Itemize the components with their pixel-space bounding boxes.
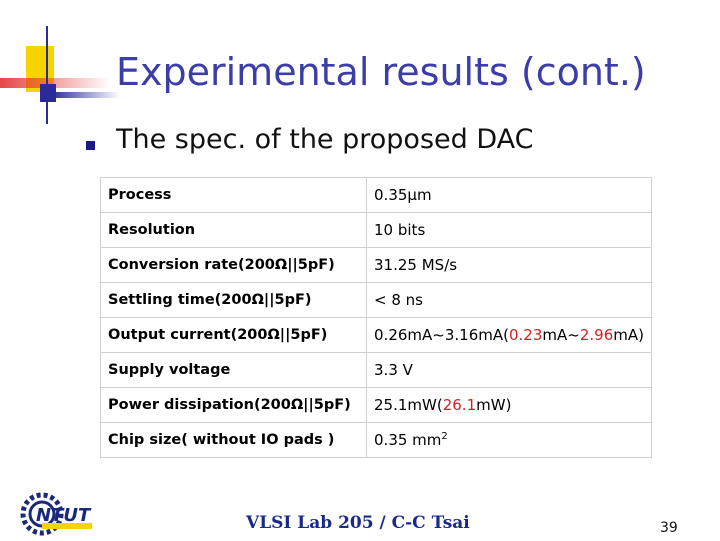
spec-value: 0.35µm	[374, 186, 432, 204]
logo-text: NTUT	[36, 505, 91, 526]
spec-row	[101, 423, 652, 458]
spec-label: Resolution	[101, 213, 367, 248]
slide-title: Experimental results (cont.)	[116, 50, 646, 94]
spec-table	[100, 177, 652, 458]
spec-value-cell	[367, 423, 652, 458]
spec-row	[101, 248, 652, 283]
spec-value-cell	[367, 248, 652, 283]
spec-value-cell	[367, 178, 652, 213]
spec-label: Settling time(200Ω||5pF)	[101, 283, 367, 318]
spec-label: Conversion rate(200Ω||5pF)	[101, 248, 367, 283]
highlighted-number: 26.1	[442, 396, 477, 414]
highlighted-number: 2.96	[579, 326, 614, 344]
spec-value-cell	[367, 283, 652, 318]
bullet-text: The spec. of the proposed DAC	[116, 124, 534, 155]
spec-value-cell	[367, 353, 652, 388]
spec-row	[101, 353, 652, 388]
ntut-logo	[14, 487, 98, 541]
spec-label: Output current(200Ω||5pF)	[101, 318, 367, 353]
spec-value-cell	[367, 318, 652, 353]
footer-text: VLSI Lab 205 / C-C Tsai	[246, 513, 470, 533]
spec-label: Power dissipation(200Ω||5pF)	[101, 388, 367, 423]
spec-row	[101, 318, 652, 353]
ntut-gear-logo-icon	[14, 487, 98, 537]
spec-value: 0.26mA~3.16mA	[374, 326, 504, 344]
spec-value: 10 bits	[374, 221, 426, 239]
spec-value: 0.35 mm	[374, 431, 442, 449]
spec-value: 25.1mW	[374, 396, 437, 414]
spec-table-body	[101, 178, 652, 458]
spec-label: Chip size( without IO pads )	[101, 423, 367, 458]
spec-value-cell	[367, 213, 652, 248]
spec-value-superscript: 2	[441, 431, 448, 442]
spec-value: 3.3 V	[374, 361, 413, 379]
spec-row	[101, 283, 652, 318]
spec-value: 31.25 MS/s	[374, 256, 458, 274]
spec-row	[101, 178, 652, 213]
spec-row	[101, 213, 652, 248]
corner-decoration-graphic	[0, 0, 120, 130]
spec-value-alternate: (26.1mW)	[436, 396, 512, 414]
spec-label: Process	[101, 178, 367, 213]
spec-value: < 8 ns	[374, 291, 423, 309]
corner-decoration	[0, 0, 120, 130]
bullet-square-icon	[86, 141, 95, 150]
page-number: 39	[660, 520, 678, 536]
spec-row	[101, 388, 652, 423]
spec-value-cell	[367, 388, 652, 423]
spec-label: Supply voltage	[101, 353, 367, 388]
spec-value-alternate: (0.23mA~2.96mA)	[503, 326, 644, 344]
highlighted-number: 0.23	[509, 326, 543, 344]
